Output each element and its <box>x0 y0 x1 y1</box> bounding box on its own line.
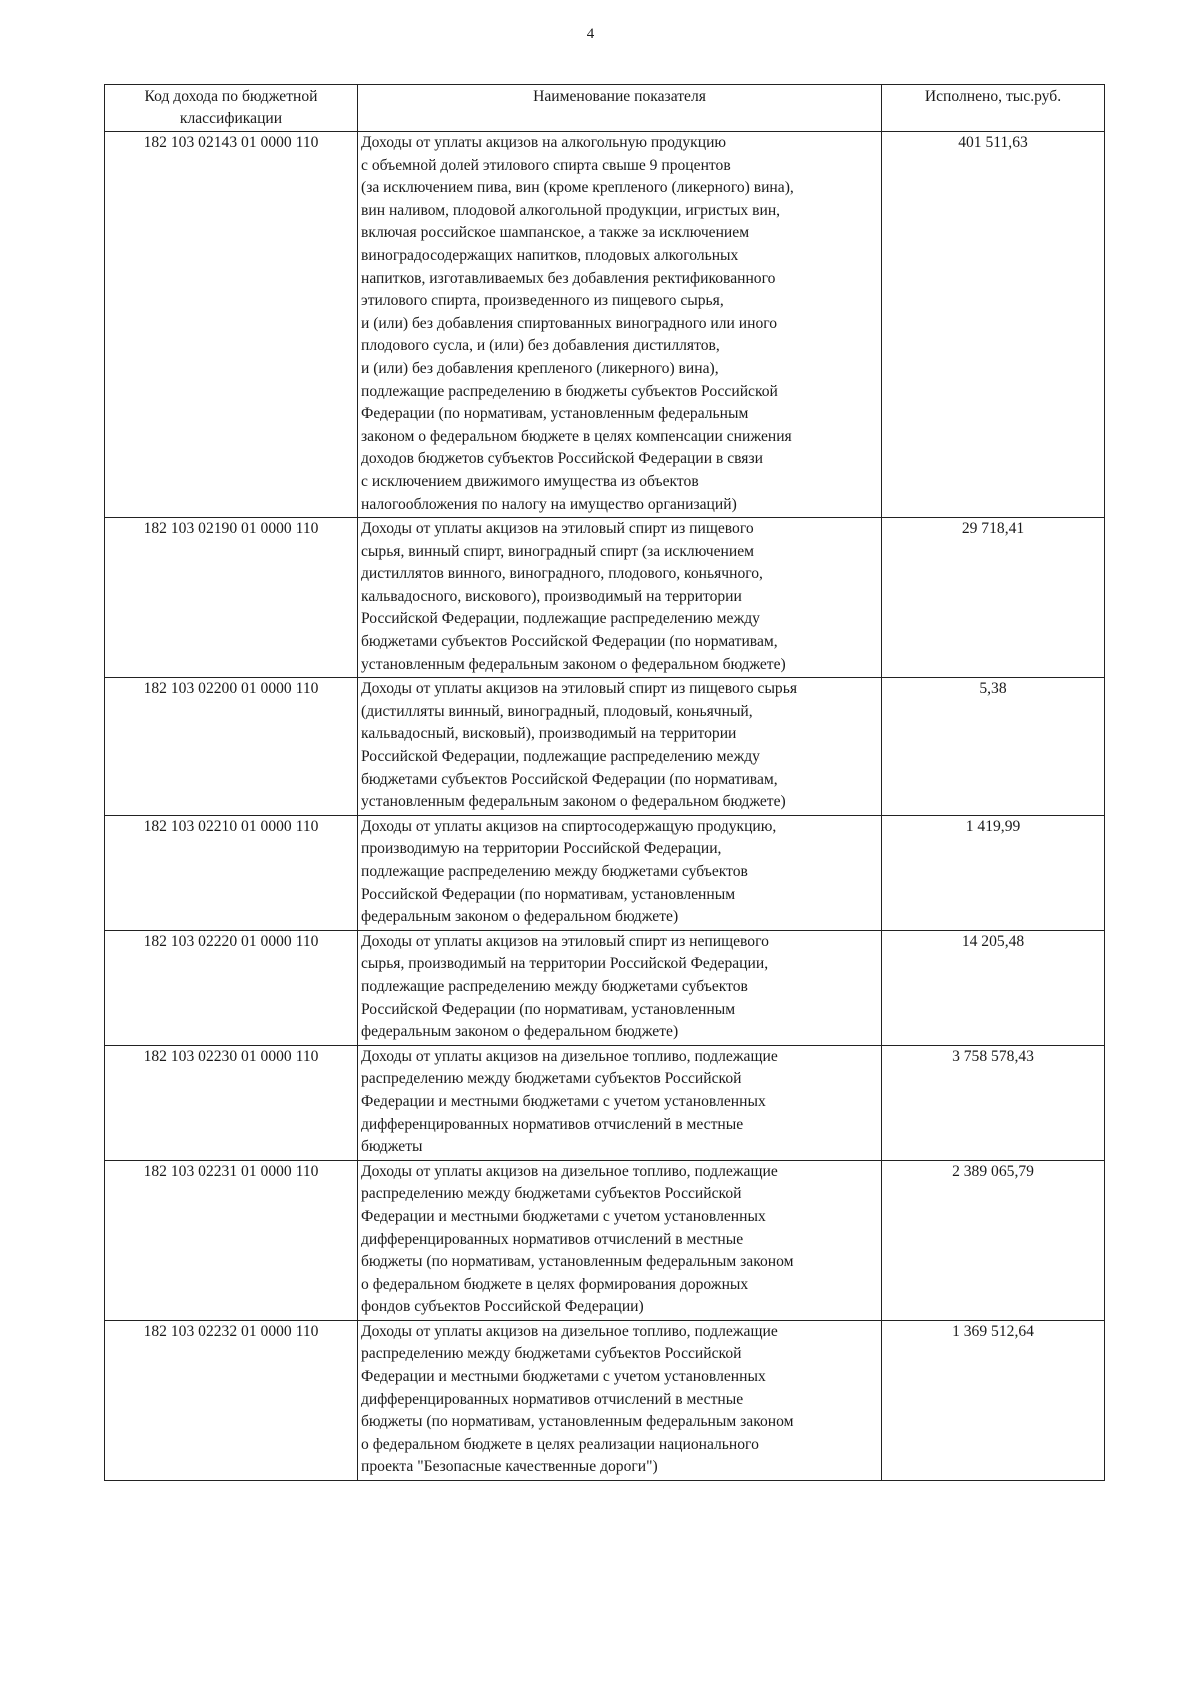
revenue-code: 182 103 02190 01 0000 110 <box>105 518 358 678</box>
revenue-code: 182 103 02231 01 0000 110 <box>105 1160 358 1320</box>
table-header-row <box>105 85 1105 132</box>
revenue-amount: 1 369 512,64 <box>882 1320 1105 1480</box>
header-name: Наименование показателя <box>358 85 882 132</box>
revenue-code: 182 103 02220 01 0000 110 <box>105 930 358 1045</box>
revenue-amount: 14 205,48 <box>882 930 1105 1045</box>
revenue-amount: 5,38 <box>882 678 1105 816</box>
table-row <box>105 815 1105 930</box>
revenue-amount: 1 419,99 <box>882 815 1105 930</box>
revenue-amount: 2 389 065,79 <box>882 1160 1105 1320</box>
revenue-code: 182 103 02210 01 0000 110 <box>105 815 358 930</box>
header-code: Код дохода по бюджетной классификации <box>105 85 358 132</box>
revenue-name: Доходы от уплаты акцизов на спиртосодержащую продукцию, производимую на территории Российской Федерации, подлежащие распределению между бюджетами субъектов Российской Федерации (по нормативам, установленным федеральным законом о федеральном бюджете) <box>358 815 882 930</box>
table-row <box>105 930 1105 1045</box>
revenue-name: Доходы от уплаты акцизов на дизельное топливо, подлежащие распределению между бюджетами субъектов Российской Федерации и местными бюджетами с учетом установленных дифференцированных нормативов отчислений в местные бюджеты (по нормативам, установленным федеральным законом о федеральном бюджете в целях реализации национального проекта "Безопасные качественные дороги") <box>358 1320 882 1480</box>
revenue-name: Доходы от уплаты акцизов на дизельное топливо, подлежащие распределению между бюджетами субъектов Российской Федерации и местными бюджетами с учетом установленных дифференцированных нормативов отчислений в местные бюджеты <box>358 1045 882 1160</box>
revenue-name: Доходы от уплаты акцизов на этиловый спирт из пищевого сырья, винный спирт, виноградный спирт (за исключением дистиллятов винного, виноградного, плодового, коньячного, кальвадосного, вискового), производимый на территории Российской Федерации, подлежащие распределению между бюджетами субъектов Российской Федерации (по нормативам, установленным федеральным законом о федеральном бюджете) <box>358 518 882 678</box>
revenue-amount: 29 718,41 <box>882 518 1105 678</box>
table-row <box>105 678 1105 816</box>
header-amount: Исполнено, тыс.руб. <box>882 85 1105 132</box>
revenue-name: Доходы от уплаты акцизов на дизельное топливо, подлежащие распределению между бюджетами субъектов Российской Федерации и местными бюджетами с учетом установленных дифференцированных нормативов отчислений в местные бюджеты (по нормативам, установленным федеральным законом о федеральном бюджете в целях формирования дорожных фондов субъектов Российской Федерации) <box>358 1160 882 1320</box>
table-row <box>105 1045 1105 1160</box>
revenue-name: Доходы от уплаты акцизов на этиловый спирт из пищевого сырья (дистилляты винный, виноградный, плодовый, коньячный, кальвадосный, висковый), производимый на территории Российской Федерации, подлежащие распределению между бюджетами субъектов Российской Федерации (по нормативам, установленным федеральным законом о федеральном бюджете) <box>358 678 882 816</box>
revenue-name: Доходы от уплаты акцизов на этиловый спирт из непищевого сырья, производимый на территории Российской Федерации, подлежащие распределению между бюджетами субъектов Российской Федерации (по нормативам, установленным федеральным законом о федеральном бюджете) <box>358 930 882 1045</box>
table-row <box>105 1160 1105 1320</box>
table-row <box>105 1320 1105 1480</box>
revenue-name: Доходы от уплаты акцизов на алкогольную продукцию с объемной долей этилового спирта свыше 9 процентов (за исключением пива, вин (кроме крепленого (ликерного) вина), вин наливом, плодовой алкогольной продукции, игристых вин, включая российское шампанское, а также за исключением виноградосодержащих напитков, плодовых алкогольных напитков, изготавливаемых без добавления ректификованного этилового спирта, произведенного из пищевого сырья, и (или) без добавления спиртованных виноградного или иного плодового сусла, и (или) без добавления дистиллятов, и (или) без добавления крепленого (ликерного) вина), подлежащие распределению в бюджеты субъектов Российской Федерации (по нормативам, установленным федеральным законом о федеральном бюджете в целях компенсации снижения доходов бюджетов субъектов Российской Федерации в связи с исключением движимого имущества из объектов налогообложения по налогу на имущество организаций) <box>358 132 882 518</box>
revenue-table <box>104 84 1105 1481</box>
page-number: 4 <box>586 26 595 42</box>
revenue-code: 182 103 02230 01 0000 110 <box>105 1045 358 1160</box>
table-row <box>105 132 1105 518</box>
revenue-code: 182 103 02143 01 0000 110 <box>105 132 358 518</box>
revenue-code: 182 103 02200 01 0000 110 <box>105 678 358 816</box>
revenue-amount: 401 511,63 <box>882 132 1105 518</box>
revenue-code: 182 103 02232 01 0000 110 <box>105 1320 358 1480</box>
table-row <box>105 518 1105 678</box>
revenue-amount: 3 758 578,43 <box>882 1045 1105 1160</box>
